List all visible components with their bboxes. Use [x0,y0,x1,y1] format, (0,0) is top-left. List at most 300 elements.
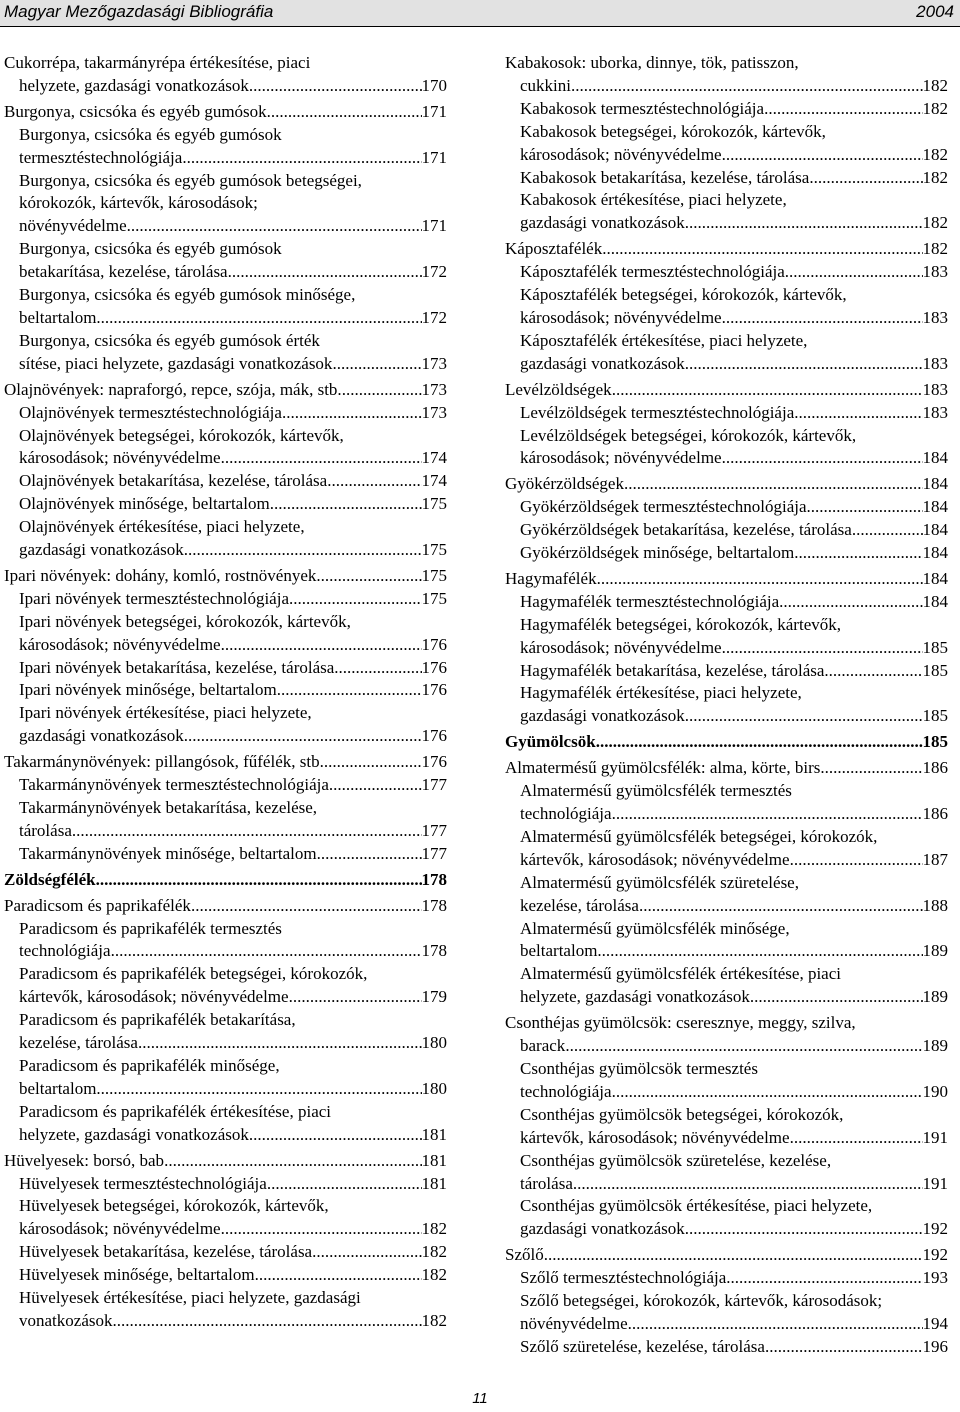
entry-title-line: Ipari növények értékesítése, piaci helyzete, [19,703,312,723]
entry-page-number: 171 [421,216,447,236]
entry-line [520,402,948,425]
dot-leader [164,1150,421,1173]
entry-page-number: 181 [421,1173,447,1193]
entry-page-number: 184 [922,591,948,611]
toc-subentry [19,470,447,493]
entry-page-number: 187 [922,849,948,869]
toc-subentry [19,1195,447,1241]
entry-title-line: kezelése, tárolása [19,1033,138,1053]
entry-title-line: Hagymafélék [505,568,597,588]
entry-page-number: 171 [421,147,447,167]
entry-title-line: Paradicsom és paprikafélék termesztés [19,918,282,938]
entry-title-line: Gyökérzöldségek betakarítása, kezelése, tárolása [520,520,852,540]
entry-title-line: Ipari növények minősége, beltartalom [19,680,277,700]
entry-page-number: 184 [922,474,948,494]
toc-subentry [19,425,447,471]
dot-leader [722,307,923,330]
toc-subentry [19,774,447,797]
entry-line [520,1218,948,1241]
dot-leader [72,820,422,843]
toc-subentry [520,780,948,826]
entry-page-number: 183 [922,262,948,282]
entry-line [19,261,447,284]
toc-subentry [19,330,447,376]
entry-line [19,493,447,516]
entry-line [19,679,447,702]
entry-line [19,986,447,1009]
entry-page-number: 184 [922,568,948,588]
toc-subentry [19,1055,447,1101]
entry-title-line: gazdasági vonatkozások [520,1219,685,1239]
entry-line [19,843,447,866]
entry-page-number: 170 [421,75,447,95]
entry-page-number: 196 [922,1336,948,1356]
dot-leader [820,757,922,780]
entry-line [520,986,948,1009]
toc-entry [4,379,447,402]
entry-line [19,634,447,657]
entry-line [520,447,948,470]
entry-title-line: Almatermésű gyümölcsfélék termesztés [520,781,792,801]
entry-line [520,167,948,190]
toc-entry [4,1150,447,1173]
entry-page-number: 178 [421,869,447,889]
entry-title-line: Olajnövények betakarítása, kezelése, tárolása [19,471,328,491]
entry-title-line: károsodások; növényvédelme [520,307,722,327]
dot-leader [571,75,923,98]
toc-subentry [19,124,447,170]
entry-page-number: 180 [421,1033,447,1053]
entry-title-line: helyzete, gazdasági vonatkozások [19,75,249,95]
dot-leader [597,940,922,963]
entry-line [19,1264,447,1287]
toc-entry [505,568,948,591]
entry-line [4,895,447,918]
entry-page-number: 178 [421,941,447,961]
entry-page-number: 182 [421,1219,447,1239]
entry-title-line: Ipari növények termesztéstechnológiája [19,588,289,608]
toc-subentry [19,284,447,330]
dot-leader [138,1032,422,1055]
entry-line [520,1336,948,1359]
entry-title-line: gazdasági vonatkozások [19,540,184,560]
dot-leader [722,637,923,660]
toc-subentry [520,1195,948,1241]
entry-page-number: 176 [421,680,447,700]
entry-title-line: Paradicsom és paprikafélék betegségei, kórokozók, [19,964,368,984]
entry-page-number: 172 [421,307,447,327]
entry-line [19,1032,447,1055]
dot-leader [779,591,922,614]
entry-title-line: Hüvelyesek termesztéstechnológiája [19,1173,267,1193]
toc-subentry [520,1336,948,1359]
entry-title-line: Almatermésű gyümölcsfélék szüretelése, [520,872,799,892]
entry-title-line: károsodások; növényvédelme [520,144,722,164]
entry-page-number: 183 [922,402,948,422]
dot-leader [327,470,421,493]
entry-title-line: Levélzöldségek betegségei, kórokozók, kártevők, [520,425,857,445]
entry-line [19,215,447,238]
dot-leader [765,1336,923,1359]
dot-leader [639,895,923,918]
entry-title-line: Csonthéjas gyümölcsök termesztés [520,1058,758,1078]
entry-title-line: Almatermésű gyümölcsfélék értékesítése, piaci [520,964,841,984]
dot-leader [332,353,421,376]
entry-title-line: Gyümölcsök [505,732,596,752]
dot-leader [602,238,922,261]
dot-leader [685,1218,923,1241]
entry-page-number: 180 [421,1078,447,1098]
entry-line [4,751,447,774]
entry-page-number: 191 [922,1127,948,1147]
entry-title-line: Takarmánynövények betakarítása, kezelése, [19,798,318,817]
toc-subentry [520,189,948,235]
entry-title-line: helyzete, gazdasági vonatkozások [520,987,750,1007]
entry-title-line: Káposztafélék [505,239,603,259]
entry-line [520,496,948,519]
entry-title-line: Csonthéjas gyümölcsök értékesítése, piaci helyzete, [520,1196,873,1216]
dot-leader [228,261,422,284]
entry-line [19,147,447,170]
entry-title-line: Almatermésű gyümölcsfélék minősége, [520,918,790,938]
toc-subentry [19,843,447,866]
entry-title-line: Kabakosok betegségei, kórokozók, kártevők, [520,121,826,141]
dot-leader [112,1310,421,1333]
entry-line [520,940,948,963]
entry-title-line: technológiája [520,1081,612,1101]
toc-subentry [19,1009,447,1055]
dot-leader [221,447,422,470]
entry-page-number: 173 [421,353,447,373]
entry-line [19,1310,447,1333]
page-header [0,0,960,26]
dot-leader [544,1244,923,1267]
dot-leader [249,1124,422,1147]
entry-title-line: Olajnövények termesztéstechnológiája [19,402,282,422]
toc-entry [505,52,948,98]
toc-entry [505,731,948,754]
dot-leader [312,1241,421,1264]
entry-title-line: Takarmánynövények termesztéstechnológiája [19,775,329,795]
entry-page-number: 182 [421,1265,447,1285]
entry-title-line: Hüvelyesek betegségei, kórokozók, kártevők, [19,1196,329,1216]
entry-page-number: 184 [922,520,948,540]
dot-leader [270,493,422,516]
entry-title-line: Hüvelyesek minősége, beltartalom [19,1265,255,1285]
entry-page-number: 182 [421,1310,447,1330]
entry-title-line: vonatkozások [19,1310,113,1330]
toc-subentry [19,1101,447,1147]
entry-title-line: károsodások; növényvédelme [19,448,221,468]
toc-entry [4,101,447,124]
dot-leader [342,379,422,402]
entry-title-line: tárolása [19,820,72,840]
entry-title-line: Paradicsom és paprikafélék [4,895,191,915]
entry-line [19,774,447,797]
entry-page-number: 176 [421,657,447,677]
entry-title-line: károsodások; növényvédelme [520,637,722,657]
dot-leader [317,843,422,866]
entry-line [19,1124,447,1147]
entry-line [520,591,948,614]
entry-title-line: Csonthéjas gyümölcsök: cseresznye, meggy, szilva, [505,1013,856,1033]
entry-page-number: 182 [421,1242,447,1262]
toc-entry [4,565,447,588]
toc-subentry [520,918,948,964]
entry-title-line: Hagymafélék termesztéstechnológiája [520,591,780,611]
entry-line [520,1313,948,1336]
dot-leader [324,751,422,774]
entry-title-line: Zöldségfélék [4,869,96,889]
dot-leader [612,1081,923,1104]
entry-line [520,895,948,918]
entry-line [520,660,948,683]
toc-column-right [505,52,948,1359]
entry-line [4,869,447,892]
entry-line [19,588,447,611]
entry-title-line: barack [520,1036,566,1056]
entry-title-line: Almatermésű gyümölcsfélék: alma, körte, birs [505,758,821,778]
entry-title-line: Olajnövények minősége, beltartalom [19,494,270,514]
entry-page-number: 173 [421,402,447,422]
entry-line [19,402,447,425]
dot-leader [289,986,422,1009]
toc-subentry [520,1267,948,1290]
entry-line [4,101,447,124]
entry-page-number: 177 [421,775,447,795]
entry-line [19,1218,447,1241]
toc-subentry [520,591,948,614]
dot-leader [785,261,923,284]
toc-subentry [19,1173,447,1196]
entry-line [520,637,948,660]
toc-subentry [19,493,447,516]
entry-line [520,1035,948,1058]
entry-title-line: beltartalom [19,307,97,327]
entry-page-number: 175 [421,565,447,585]
entry-title-line: Ipari növények betakarítása, kezelése, tárolása [19,657,335,677]
entry-page-number: 176 [421,752,447,772]
toc-subentry [520,826,948,872]
entry-line [520,1081,948,1104]
entry-title-line: Szőlő [505,1245,544,1265]
entry-page-number: 193 [922,1268,948,1288]
entry-title-line: Szőlő betegségei, kórokozók, kártevők, károsodások; [520,1291,883,1311]
toc-subentry [19,797,447,843]
entry-line [520,1127,948,1150]
toc-subentry [19,963,447,1009]
entry-title-line: Olajnövények értékesítése, piaci helyzete, [19,517,305,537]
toc-subentry [19,238,447,284]
entry-title-line: technológiája [520,804,612,823]
toc-subentry [520,402,948,425]
entry-page-number: 172 [421,262,447,282]
entry-page-number: 183 [922,379,948,399]
toc-entry [4,869,447,892]
dot-leader [316,565,421,588]
entry-page-number: 184 [922,448,948,468]
entry-page-number: 184 [922,497,948,517]
entry-line [19,1173,447,1196]
entry-page-number: 182 [922,213,948,233]
toc-subentry [19,1287,447,1333]
entry-line [520,705,948,728]
toc-subentry [520,1150,948,1196]
entry-title-line: Olajnövények betegségei, kórokozók, kártevők, [19,425,344,445]
header-title: Magyar Mezőgazdasági Bibliográfia [4,2,274,21]
toc-subentry [520,614,948,660]
entry-title-line: Gyökérzöldségek termesztéstechnológiája [520,497,807,517]
entry-page-number: 182 [922,239,948,259]
entry-line [505,731,948,754]
entry-title-line: Paradicsom és paprikafélék értékesítése, piaci [19,1101,332,1121]
entry-title-line: technológiája [19,941,111,961]
entry-title-line: Csonthéjas gyümölcsök szüretelése, kezelése, [520,1150,832,1170]
entry-title-line: Levélzöldségek termesztéstechnológiája [520,402,795,422]
entry-line [505,379,948,402]
entry-line [520,1267,948,1290]
entry-title-line: Kabakosok értékesítése, piaci helyzete, [520,190,787,210]
entry-page-number: 176 [421,726,447,746]
entry-title-line: sítése, piaci helyzete, gazdasági vonatkozások [19,353,333,373]
toc-entry [4,895,447,918]
entry-title-line: károsodások; növényvédelme [19,1219,221,1239]
dot-leader [764,98,922,121]
dot-leader [184,539,422,562]
entry-title-line: Káposztafélék termesztéstechnológiája [520,262,785,282]
dot-leader [597,568,923,591]
entry-page-number: 175 [421,494,447,514]
entry-title-line: Hüvelyesek: borsó, bab [4,1150,165,1170]
dot-leader [96,1078,421,1101]
toc-subentry [19,657,447,680]
entry-title-line: gazdasági vonatkozások [520,213,685,233]
entry-title-line: Káposztafélék értékesítése, piaci helyzete, [520,330,808,350]
dot-leader [685,705,923,728]
entry-title-line: Paradicsom és paprikafélék betakarítása, [19,1010,296,1030]
dot-leader [726,1267,922,1290]
entry-page-number: 171 [421,101,447,121]
entry-line [520,98,948,121]
header-rule [0,26,960,27]
toc-entry [4,751,447,774]
dot-leader [809,167,922,190]
dot-leader [255,1264,422,1287]
entry-title-line: Szőlő termesztéstechnológiája [520,1268,727,1288]
entry-page-number: 181 [421,1150,447,1170]
entry-title-line: kezelése, tárolása [520,895,639,915]
entry-page-number: 177 [421,843,447,863]
entry-line [520,307,948,330]
dot-leader [111,940,422,963]
entry-line [505,238,948,261]
entry-line [520,1173,948,1196]
entry-title-line: Hüvelyesek betakarítása, kezelése, tárolása [19,1242,313,1262]
toc-subentry [520,496,948,519]
entry-title-line: cukkini [520,75,571,95]
entry-title-line: károsodások; növényvédelme [520,448,722,468]
dot-leader [624,473,923,496]
entry-title-line: Hagymafélék értékesítése, piaci helyzete, [520,683,802,703]
entry-title-line: Takarmánynövények minősége, beltartalom [19,843,317,863]
entry-title-line: beltartalom [520,941,598,961]
entry-line [505,568,948,591]
entry-line [19,447,447,470]
entry-line [19,307,447,330]
entry-title-line: termesztéstechnológiája [19,147,183,167]
entry-title-line: kártevők, károsodások; növényvédelme [520,1127,790,1147]
dot-leader [191,895,422,918]
entry-title-line: Burgonya, csicsóka és egyéb gumósok betegségei, [19,170,362,190]
entry-line [4,1150,447,1173]
entry-title-line: tárolása [520,1173,573,1193]
toc-subentry [19,679,447,702]
toc-column-left [4,52,447,1333]
toc-subentry [520,1290,948,1336]
dot-leader [807,496,923,519]
entry-line [19,657,447,680]
toc-subentry [520,660,948,683]
entry-title-line: Gyökérzöldségek minősége, beltartalom [520,543,795,563]
entry-line [19,940,447,963]
entry-title-line: helyzete, gazdasági vonatkozások [19,1124,249,1144]
toc-subentry [520,284,948,330]
entry-page-number: 182 [922,75,948,95]
toc-subentry [19,1241,447,1264]
entry-title-line: Kabakosok: uborka, dinnye, tök, patisszon, [505,53,799,72]
entry-page-number: 173 [421,379,447,399]
entry-title-line: betakarítása, kezelése, tárolása [19,262,228,282]
entry-line [520,212,948,235]
entry-page-number: 186 [922,804,948,823]
entry-line [520,849,948,872]
entry-page-number: 185 [922,637,948,657]
entry-title-line: gazdasági vonatkozások [520,706,685,726]
dot-leader [221,1218,422,1241]
toc-entry [505,757,948,780]
entry-page-number: 179 [421,987,447,1007]
entry-page-number: 178 [421,895,447,915]
dot-leader [824,660,922,683]
dot-leader [184,725,422,748]
entry-page-number: 176 [421,634,447,654]
dot-leader [794,542,922,565]
dot-leader [221,634,422,657]
entry-title-line: Csonthéjas gyümölcsök betegségei, kórokozók, [520,1104,844,1124]
dot-leader [685,353,923,376]
toc-subentry [520,425,948,471]
dot-leader [573,1173,923,1196]
entry-line [19,75,447,98]
dot-leader [127,215,422,238]
toc-entry [505,379,948,402]
entry-title-line: Káposztafélék betegségei, kórokozók, kártevők, [520,285,847,305]
entry-page-number: 191 [922,1173,948,1193]
entry-title-line: Hagymafélék betegségei, kórokozók, kártevők, [520,614,841,634]
toc-subentry [520,682,948,728]
entry-page-number: 192 [922,1219,948,1239]
entry-line [19,353,447,376]
entry-page-number: 175 [421,588,447,608]
dot-leader [289,588,422,611]
dot-leader [96,307,421,330]
entry-line [19,539,447,562]
entry-title-line: Kabakosok betakarítása, kezelése, tárolása [520,167,810,187]
dot-leader [612,379,923,402]
dot-leader [267,1173,422,1196]
entry-title-line: Ipari növények betegségei, kórokozók, kártevők, [19,611,351,631]
dot-leader [329,774,422,797]
